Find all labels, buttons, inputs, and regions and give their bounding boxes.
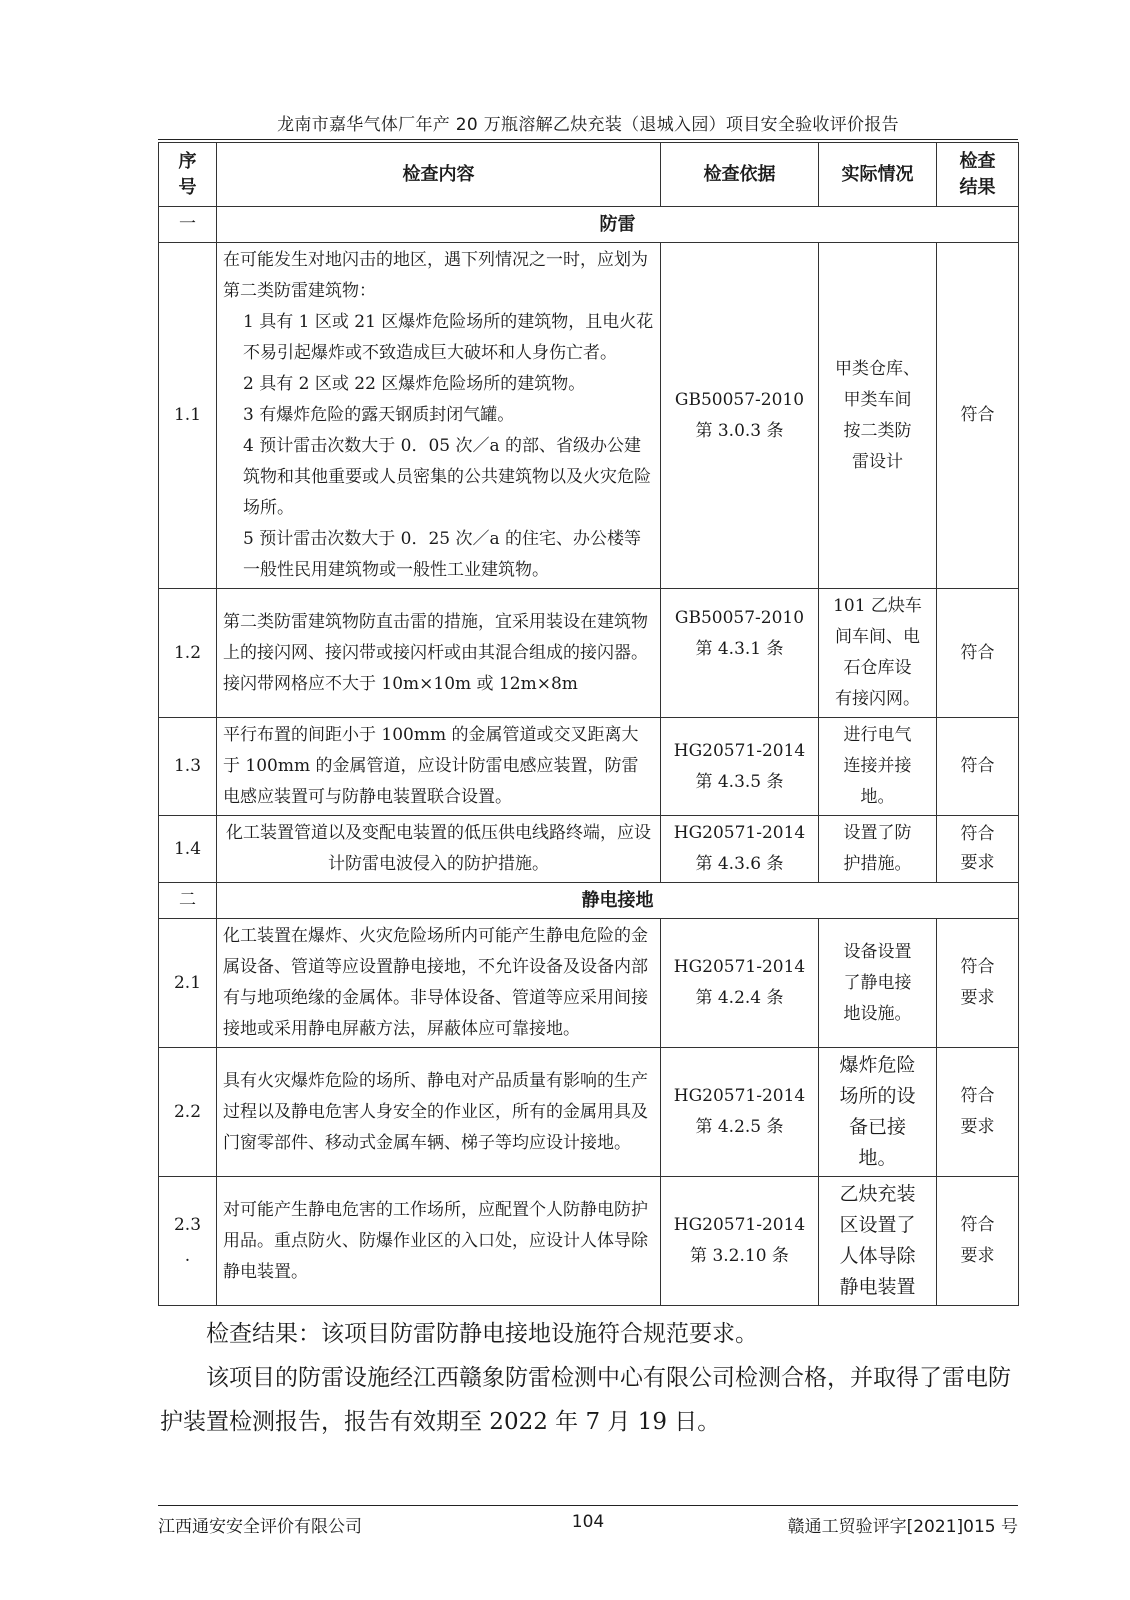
content-line: 1 具有 1 区或 21 区爆炸危险场所的建筑物，且电火花不易引起爆炸或不致造成巨大破坏和人身伤亡者。: [243, 312, 654, 363]
content-line: 3 有爆炸危险的露天钢质封闭气罐。: [243, 405, 515, 425]
footer-company: 江西通安安全评价有限公司: [158, 1517, 362, 1537]
header-result: 检查 结果: [937, 143, 1019, 207]
table-row: [159, 243, 1019, 589]
row-content: 化工装置管道以及变配电装置的低压供电线路终端，应设计防雷电波侵入的防护措施。: [217, 816, 661, 883]
table-row: [159, 816, 1019, 883]
footer-doc-number: 赣通工贸验评字[2021]015 号: [787, 1517, 1018, 1537]
row-actual: 进行电气 连接并接 地。: [819, 718, 937, 816]
content-line: 5 预计雷击次数大于 0．25 次／a 的住宅、办公楼等一般性民用建筑物或一般性工业建筑物。: [243, 529, 642, 580]
header-no: 序 号: [159, 143, 217, 207]
table-row: [159, 1177, 1019, 1306]
conclusion-block: [160, 1312, 1020, 1444]
row-content: [217, 589, 661, 718]
row-actual: 爆炸危险 场所的设 备已接 地。: [819, 1048, 937, 1177]
row-content: 对可能产生静电危害的工作场所，应配置个人防静电防护用品。重点防火、防爆作业区的入口处，应设计人体导除静电装置。: [217, 1177, 661, 1306]
header-basis: 检查依据: [661, 143, 819, 207]
conclusion-result: 检查结果：该项目防雷防静电接地设施符合规范要求。: [206, 1321, 758, 1347]
row-result: 符合 要求: [937, 1177, 1019, 1306]
section-title: 防雷: [217, 207, 1019, 243]
row-content: 平行布置的间距小于 100mm 的金属管道或交叉距离大于 100mm 的金属管道，应设计防雷电感应装置，防雷电感应装置可与防静电装置联合设置。: [217, 718, 661, 816]
row-basis: HG20571-2014 第 4.3.5 条: [661, 718, 819, 816]
row-actual: 乙炔充装 区设置了 人体导除 静电装置: [819, 1177, 937, 1306]
footer-rule: [158, 1505, 1018, 1506]
row-basis: GB50057-2010 第 4.3.1 条: [661, 589, 819, 718]
row-basis: HG20571-2014 第 4.2.5 条: [661, 1048, 819, 1177]
table-row: [159, 919, 1019, 1048]
header-actual: 实际情况: [819, 143, 937, 207]
row-basis: GB50057-2010 第 3.0.3 条: [661, 243, 819, 589]
row-no: 2.1: [159, 919, 217, 1048]
row-content: [217, 243, 661, 589]
row-basis: HG20571-2014 第 3.2.10 条: [661, 1177, 819, 1306]
row-content: 化工装置在爆炸、火灾危险场所内可能产生静电危险的金属设备、管道等应设置静电接地，不允许设备及设备内部有与地项绝缘的金属体。非导体设备、管道等应采用间接接地或采用静电屏蔽方法，屏蔽体应可靠接地。: [217, 919, 661, 1048]
footer-page-number: 104: [571, 1512, 605, 1532]
content-line: 4 预计雷击次数大于 0．05 次／a 的部、省级办公建筑物和其他重要或人员密集的公共建筑物以及火灾危险场所。: [243, 436, 651, 518]
header-rule: [158, 139, 1018, 140]
row-no: 1.4: [159, 816, 217, 883]
content-line: 2 具有 2 区或 22 区爆炸危险场所的建筑物。: [243, 374, 586, 394]
page-header: 龙南市嘉华气体厂年产 20 万瓶溶解乙炔充装（退城入园）项目安全验收评价报告: [277, 115, 899, 135]
row-actual: 甲类仓库、 甲类车间 按二类防 雷设计: [819, 243, 937, 589]
row-content: 具有火灾爆炸危险的场所、静电对产品质量有影响的生产过程以及静电危害人身安全的作业区，所有的金属用具及门窗零部件、移动式金属车辆、梯子等均应设计接地。: [217, 1048, 661, 1177]
row-actual: 101 乙炔车 间车间、电 石仓库设 有接闪网。: [819, 589, 937, 718]
table-row: [159, 718, 1019, 816]
row-actual: 设置了防 护措施。: [819, 816, 937, 883]
content-line: 接闪带网格应不大于 10m×10m 或 12m×8m: [223, 673, 578, 694]
section-no: 二: [159, 883, 217, 919]
section-no: 一: [159, 207, 217, 243]
row-no: 1.1: [159, 243, 217, 589]
row-result: 符合 要求: [937, 1048, 1019, 1177]
inspection-table: [158, 142, 1019, 1306]
row-no: 2.2: [159, 1048, 217, 1177]
row-basis: HG20571-2014 第 4.3.6 条: [661, 816, 819, 883]
table-header-row: [159, 143, 1019, 207]
section-row-lightning: [159, 207, 1019, 243]
content-line: 在可能发生对地闪击的地区，遇下列情况之一时，应划为第二类防雷建筑物：: [223, 250, 648, 301]
row-result: 符合: [937, 243, 1019, 589]
conclusion-detail: 该项目的防雷设施经江西赣象防雷检测中心有限公司检测合格，并取得了雷电防护装置检测报告，报告有效期至 2022 年 7 月 19 日。: [160, 1365, 1011, 1435]
row-result: 符合 要求: [937, 919, 1019, 1048]
row-result: 符合: [937, 589, 1019, 718]
row-result: 符合: [937, 718, 1019, 816]
header-content: 检查内容: [217, 143, 661, 207]
row-no: 1.3: [159, 718, 217, 816]
table-row: [159, 1048, 1019, 1177]
row-basis: HG20571-2014 第 4.2.4 条: [661, 919, 819, 1048]
section-row-static-grounding: [159, 883, 1019, 919]
table-row: [159, 589, 1019, 718]
content-line: 第二类防雷建筑物防直击雷的措施，宜采用装设在建筑物上的接闪网、接闪带或接闪杆或由其混合组成的接闪器。: [223, 611, 648, 663]
row-result: 符合 要求: [937, 816, 1019, 883]
row-actual: 设备设置 了静电接 地设施。: [819, 919, 937, 1048]
row-no: 1.2: [159, 589, 217, 718]
row-no: 2.3 .: [159, 1177, 217, 1306]
section-title: 静电接地: [217, 883, 1019, 919]
